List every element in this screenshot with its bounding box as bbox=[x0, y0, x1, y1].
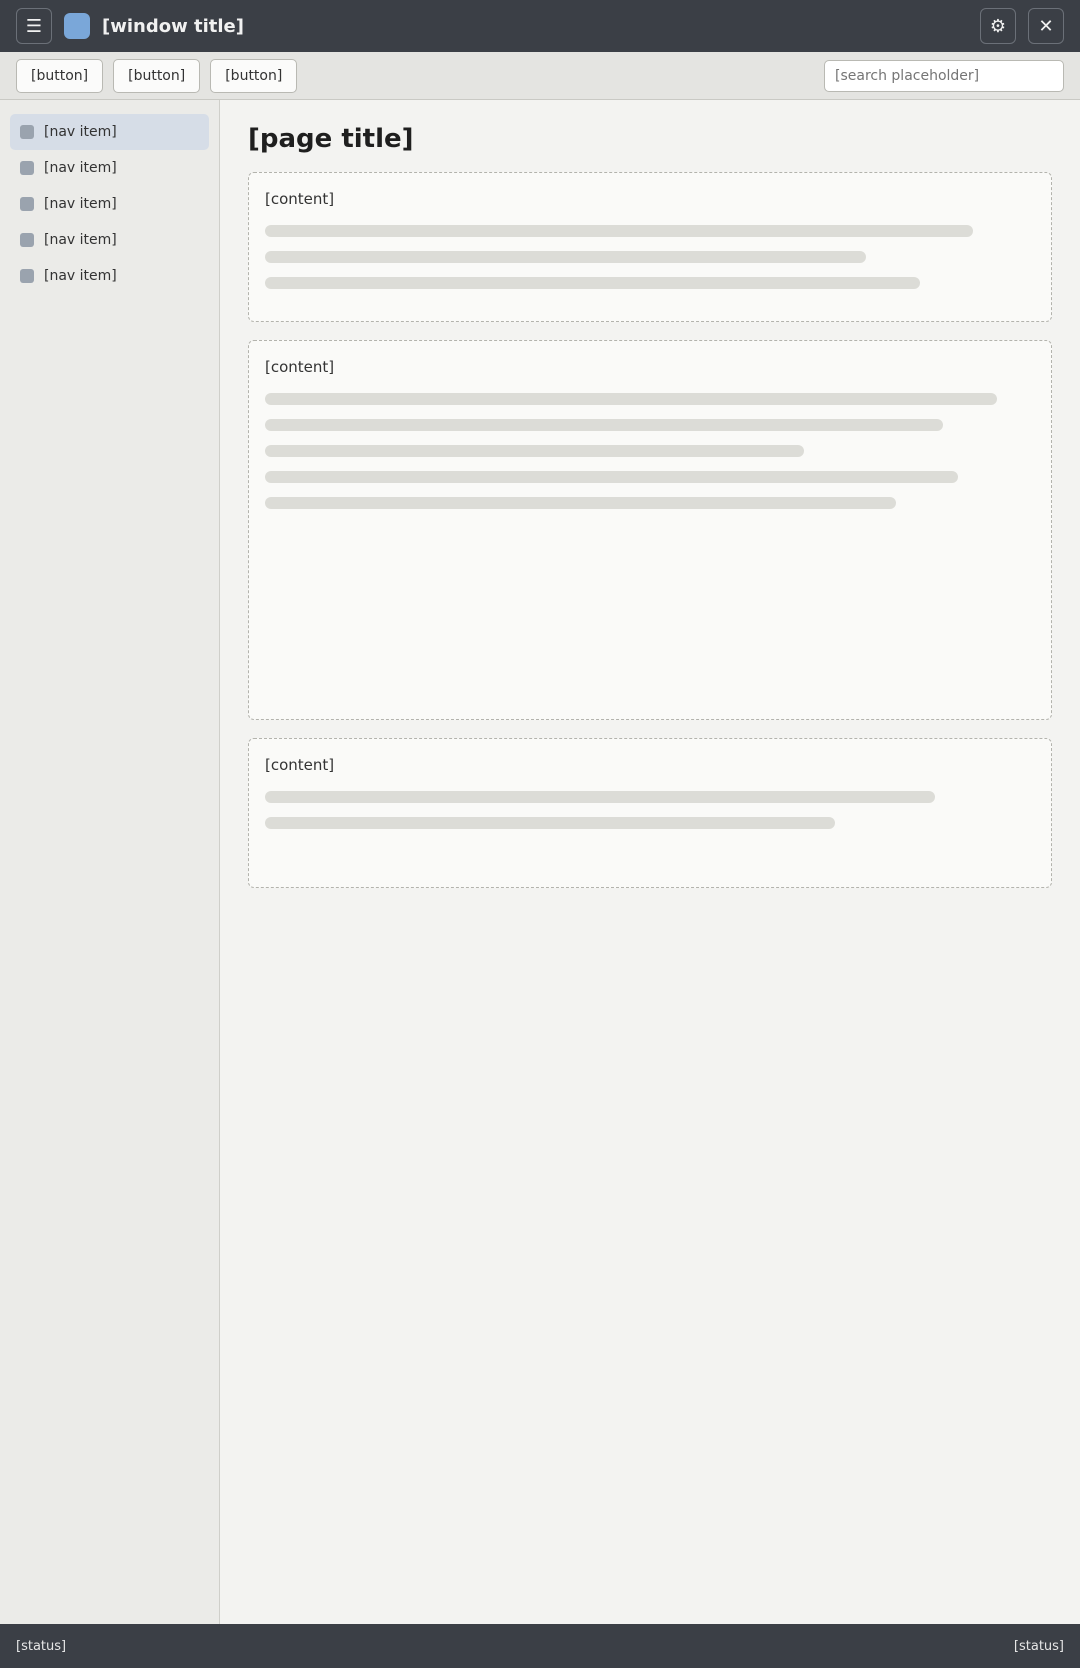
toolbar bbox=[0, 52, 1080, 100]
nav-item-icon bbox=[20, 161, 34, 175]
hamburger-menu-icon[interactable]: ☰ bbox=[16, 8, 52, 44]
sidebar-item-label: [nav item] bbox=[44, 196, 117, 212]
app-logo bbox=[64, 13, 90, 39]
content-text: [content] bbox=[265, 190, 335, 208]
sidebar-item-3[interactable] bbox=[10, 186, 209, 222]
nav-item-icon bbox=[20, 233, 34, 247]
title-bar bbox=[0, 0, 1080, 52]
toolbar-button-3[interactable]: [button] bbox=[210, 59, 297, 93]
content-text: [content] bbox=[265, 756, 335, 774]
status-right: [status] bbox=[1013, 1638, 1064, 1654]
sidebar-item-label: [nav item] bbox=[44, 232, 117, 248]
placeholder-line bbox=[265, 225, 973, 237]
sidebar-item-label: [nav item] bbox=[44, 160, 117, 176]
sidebar-item-1[interactable] bbox=[10, 114, 209, 150]
sidebar-item-label: [nav item] bbox=[44, 124, 117, 140]
sidebar-item-2[interactable] bbox=[10, 150, 209, 186]
placeholder-line bbox=[265, 791, 935, 803]
toolbar-button-2[interactable]: [button] bbox=[113, 59, 200, 93]
sidebar-item-4[interactable] bbox=[10, 222, 209, 258]
placeholder-line bbox=[265, 393, 997, 405]
content-block bbox=[248, 172, 1052, 322]
placeholder-line bbox=[265, 497, 896, 509]
placeholder-line bbox=[265, 277, 920, 289]
nav-item-icon bbox=[20, 197, 34, 211]
gear-icon[interactable]: ⚙ bbox=[980, 8, 1016, 44]
content-pane bbox=[220, 100, 1080, 1624]
sidebar bbox=[0, 100, 220, 1624]
nav-item-icon bbox=[20, 125, 34, 139]
content-text: [content] bbox=[265, 358, 335, 376]
content-block bbox=[248, 340, 1052, 720]
placeholder-line bbox=[265, 251, 866, 263]
nav-item-icon bbox=[20, 269, 34, 283]
status-left: [status] bbox=[16, 1638, 67, 1654]
status-bar bbox=[0, 1624, 1080, 1668]
page-title: [page title] bbox=[248, 124, 414, 154]
placeholder-line bbox=[265, 419, 943, 431]
placeholder-line bbox=[265, 817, 835, 829]
content-block bbox=[248, 738, 1052, 888]
close-icon[interactable]: ✕ bbox=[1028, 8, 1064, 44]
sidebar-item-5[interactable] bbox=[10, 258, 209, 294]
placeholder-line bbox=[265, 471, 958, 483]
toolbar-button-1[interactable]: [button] bbox=[16, 59, 103, 93]
app-title: [window title] bbox=[102, 15, 244, 37]
main-area bbox=[0, 100, 1080, 1624]
sidebar-item-label: [nav item] bbox=[44, 268, 117, 284]
search-input[interactable] bbox=[824, 60, 1064, 92]
placeholder-line bbox=[265, 445, 804, 457]
